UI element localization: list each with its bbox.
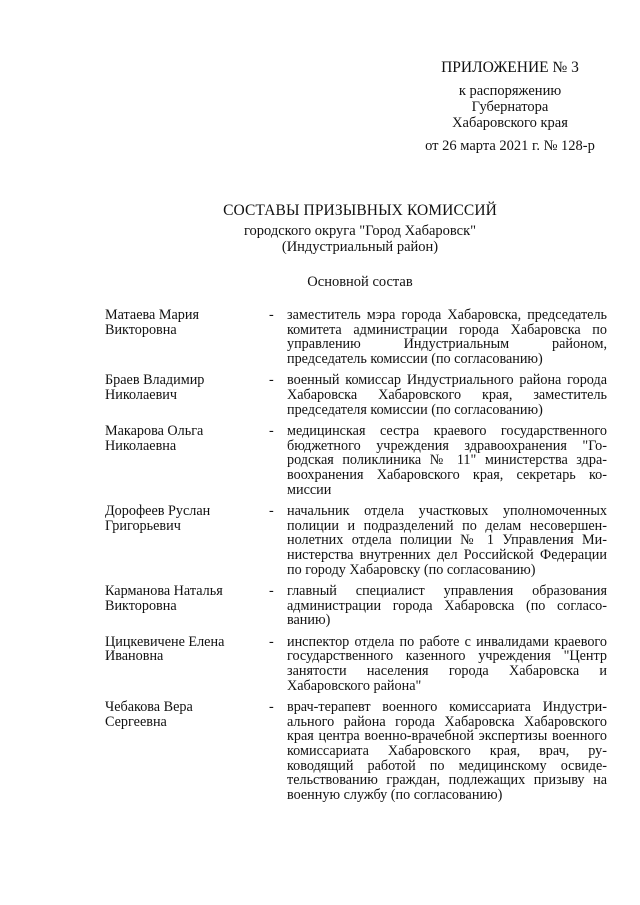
member-row [105, 584, 607, 628]
member-name-line: Николаевич [105, 386, 178, 403]
member-name [105, 424, 269, 497]
member-row [105, 700, 607, 802]
member-dash: - [269, 633, 274, 650]
members-list [105, 308, 607, 809]
appendix-line: к распоряжению [458, 83, 562, 99]
member-name [105, 373, 269, 417]
member-name-line: Викторовна [105, 597, 177, 614]
document-subtitle: (Индустриальный район) [281, 239, 439, 255]
member-name-line: Карманова Наталья [105, 583, 223, 600]
document-heading [120, 203, 600, 290]
appendix-line: Хабаровского края [452, 115, 568, 131]
member-row [105, 373, 607, 417]
member-name [105, 504, 269, 577]
member-name-line: Григорьевич [105, 517, 181, 534]
member-name [105, 308, 269, 366]
member-role: начальник отдела участковых уполномоченных полиции и подразделений по делам несовершеннолетних отдела полиции № 1 Управления Министерства внутренних дел Российской Федерации по городу Хабаровску (по согласованию) [287, 503, 607, 578]
member-name-line: Ивановна [105, 648, 164, 665]
member-name-line: Сергеевна [105, 713, 167, 730]
member-name-line: Цицкевичене Елена [105, 633, 225, 650]
member-dash: - [269, 372, 274, 389]
member-name-line: Матаева Мария [105, 307, 199, 323]
member-name-line: Викторовна [105, 321, 177, 338]
member-dash: - [269, 307, 274, 323]
member-role: инспектор отдела по работе с инвалидами краевого государственного казенного учреждения "Центр занятости населения города Хабаровска и Хабаровского района" [287, 633, 607, 694]
member-dash: - [269, 423, 274, 440]
member-dash: - [269, 503, 274, 520]
member-row [105, 635, 607, 693]
section-title: Основной состав [307, 274, 413, 290]
member-row [105, 308, 607, 366]
member-name [105, 635, 269, 693]
member-role: врач-терапевт военного комиссариата Индустриального района города Хабаровска Хабаровского края центра военно-врачебной экспертизы военного комиссариата Хабаровского края, врач, руководящий работой по медицинскому освидетельствованию граждан, подлежащих призыву на военную службу (по согласованию) [287, 699, 607, 803]
member-row [105, 424, 607, 497]
member-role: военный комиссар Индустриального района города Хабаровска Хабаровского края, заместитель председателя комиссии (по согласованию) [287, 372, 607, 418]
member-name-line: Макарова Ольга [105, 423, 204, 440]
document-title: СОСТАВЫ ПРИЗЫВНЫХ КОМИССИЙ [223, 202, 497, 219]
appendix-block [410, 60, 610, 154]
member-name-line: Николаевна [105, 437, 177, 454]
member-role: главный специалист управления образования администрации города Хабаровска (по согласованию) [287, 583, 607, 629]
member-name-line: Дорофеев Руслан [105, 503, 211, 520]
member-name [105, 584, 269, 628]
document-subtitle: городского округа "Город Хабаровск" [243, 223, 477, 239]
appendix-date: от 26 марта 2021 г. № 128-р [425, 138, 595, 154]
member-role: заместитель мэра города Хабаровска, председатель комитета администрации города Хабаровска по управлению Индустриальным районом, председатель комиссии (по согласованию) [287, 307, 607, 367]
member-row [105, 504, 607, 577]
member-role: медицинская сестра краевого государственного бюджетного учреждения здравоохранения "Городская поликлиника № 11" министерства здравоохранения Хабаровского края, секретарь комиссии [287, 423, 607, 498]
member-dash: - [269, 699, 274, 716]
member-dash: - [269, 583, 274, 600]
appendix-title: ПРИЛОЖЕНИЕ № 3 [441, 59, 579, 76]
member-name [105, 700, 269, 802]
appendix-line: Губернатора [471, 99, 549, 115]
member-name-line: Чебакова Вера [105, 699, 193, 716]
member-name-line: Браев Владимир [105, 372, 205, 389]
